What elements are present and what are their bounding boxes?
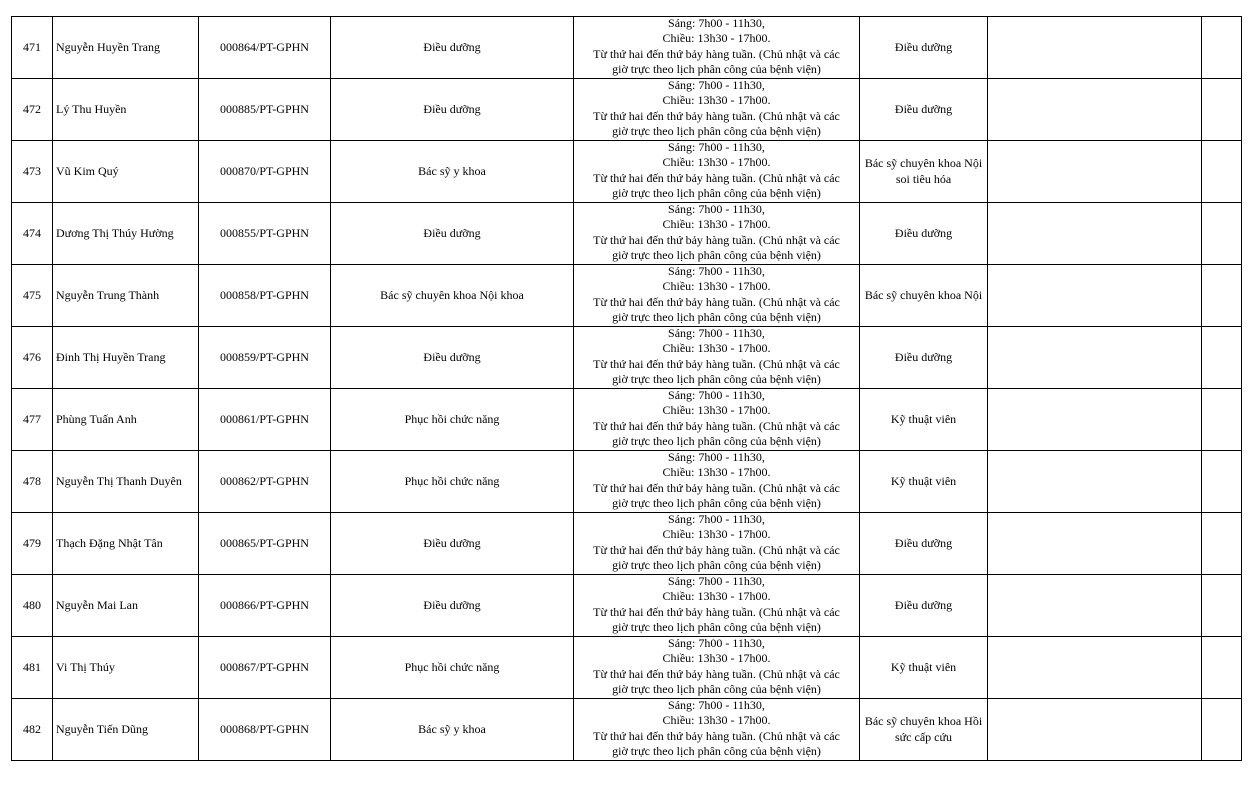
row-number-cell: 474 (12, 203, 53, 265)
working-time-line: Từ thứ hai đến thứ bảy hàng tuần. (Chủ nhật và các (593, 480, 840, 495)
row-number-cell: 482 (12, 699, 53, 761)
working-time-line: giờ trực theo lịch phân công của bệnh viện) (612, 620, 821, 635)
note-cell (988, 389, 1202, 451)
position-cell: Kỹ thuật viên (860, 451, 988, 513)
staff-name-cell: Nguyễn Thị Thanh Duyên (53, 451, 199, 513)
row-number-cell: 476 (12, 327, 53, 389)
table-row (12, 575, 1242, 637)
working-time-line: Chiều: 13h30 - 17h00. (662, 93, 771, 108)
position-cell: Điều dưỡng (860, 575, 988, 637)
working-time-text (574, 141, 859, 202)
certificate-number-cell: 000865/PT-GPHN (199, 513, 331, 575)
note-cell (988, 141, 1202, 203)
table-row (12, 389, 1242, 451)
working-time-text (574, 389, 859, 450)
note-cell (988, 575, 1202, 637)
staff-name-cell: Nguyễn Huyền Trang (53, 17, 199, 79)
working-time-line: Chiều: 13h30 - 17h00. (662, 403, 771, 418)
working-time-cell (574, 699, 860, 761)
working-time-cell (574, 389, 860, 451)
practice-scope-cell: Điều dưỡng (331, 513, 574, 575)
working-time-text (574, 513, 859, 574)
staff-name-cell: Vi Thị Thúy (53, 637, 199, 699)
practice-scope-cell: Bác sỹ y khoa (331, 141, 574, 203)
working-time-line: Từ thứ hai đến thứ bảy hàng tuần. (Chủ nhật và các (593, 46, 840, 61)
staff-name-cell: Nguyễn Tiến Dũng (53, 699, 199, 761)
working-time-line: Từ thứ hai đến thứ bảy hàng tuần. (Chủ nhật và các (593, 356, 840, 371)
practice-scope-cell: Điều dưỡng (331, 17, 574, 79)
note-cell (988, 637, 1202, 699)
note-cell (988, 451, 1202, 513)
working-time-line: Chiều: 13h30 - 17h00. (662, 713, 771, 728)
working-time-line: Chiều: 13h30 - 17h00. (662, 527, 771, 542)
working-time-cell (574, 327, 860, 389)
working-time-line: giờ trực theo lịch phân công của bệnh viện) (612, 434, 821, 449)
table-row (12, 141, 1242, 203)
working-time-line: Sáng: 7h00 - 11h30, (668, 202, 765, 216)
position-cell: Bác sỹ chuyên khoa Hồi sức cấp cứu (860, 699, 988, 761)
working-time-cell (574, 141, 860, 203)
working-time-line: Sáng: 7h00 - 11h30, (668, 264, 765, 278)
working-time-line: Sáng: 7h00 - 11h30, (668, 636, 765, 650)
working-time-line: Từ thứ hai đến thứ bảy hàng tuần. (Chủ nhật và các (593, 170, 840, 185)
working-time-line: giờ trực theo lịch phân công của bệnh viện) (612, 372, 821, 387)
table-row (12, 451, 1242, 513)
row-number-cell: 477 (12, 389, 53, 451)
extra-cell (1202, 327, 1242, 389)
certificate-number-cell: 000866/PT-GPHN (199, 575, 331, 637)
note-cell (988, 699, 1202, 761)
row-number-cell: 471 (12, 17, 53, 79)
certificate-number-cell: 000858/PT-GPHN (199, 265, 331, 327)
working-time-line: Từ thứ hai đến thứ bảy hàng tuần. (Chủ nhật và các (593, 666, 840, 681)
position-cell: Điều dưỡng (860, 203, 988, 265)
working-time-line: Từ thứ hai đến thứ bảy hàng tuần. (Chủ nhật và các (593, 542, 840, 557)
practice-scope-cell: Bác sỹ y khoa (331, 699, 574, 761)
position-cell: Điều dưỡng (860, 327, 988, 389)
working-time-text (574, 203, 859, 264)
working-time-line: giờ trực theo lịch phân công của bệnh viện) (612, 496, 821, 511)
working-time-line: Chiều: 13h30 - 17h00. (662, 465, 771, 480)
working-time-text (574, 265, 859, 326)
working-time-line: Chiều: 13h30 - 17h00. (662, 341, 771, 356)
staff-name-cell: Phùng Tuấn Anh (53, 389, 199, 451)
working-time-line: Từ thứ hai đến thứ bảy hàng tuần. (Chủ nhật và các (593, 232, 840, 247)
working-time-line: Sáng: 7h00 - 11h30, (668, 450, 765, 464)
working-time-text (574, 17, 859, 78)
working-time-line: Sáng: 7h00 - 11h30, (668, 78, 765, 92)
position-cell: Bác sỹ chuyên khoa Nội soi tiêu hóa (860, 141, 988, 203)
note-cell (988, 327, 1202, 389)
staff-name-cell: Đinh Thị Huyền Trang (53, 327, 199, 389)
staff-name-cell: Lý Thu Huyền (53, 79, 199, 141)
working-time-line: Sáng: 7h00 - 11h30, (668, 388, 765, 402)
practice-scope-cell: Phục hồi chức năng (331, 637, 574, 699)
working-time-line: Sáng: 7h00 - 11h30, (668, 698, 765, 712)
table-row (12, 327, 1242, 389)
working-time-line: Từ thứ hai đến thứ bảy hàng tuần. (Chủ nhật và các (593, 728, 840, 743)
note-cell (988, 79, 1202, 141)
note-cell (988, 203, 1202, 265)
working-time-text (574, 637, 859, 698)
working-time-line: Sáng: 7h00 - 11h30, (668, 140, 765, 154)
practice-scope-cell: Điều dưỡng (331, 203, 574, 265)
working-time-text (574, 327, 859, 388)
extra-cell (1202, 513, 1242, 575)
row-number-cell: 473 (12, 141, 53, 203)
extra-cell (1202, 389, 1242, 451)
practice-scope-cell: Điều dưỡng (331, 327, 574, 389)
position-cell: Bác sỹ chuyên khoa Nội (860, 265, 988, 327)
working-time-line: Chiều: 13h30 - 17h00. (662, 155, 771, 170)
certificate-number-cell: 000870/PT-GPHN (199, 141, 331, 203)
certificate-number-cell: 000855/PT-GPHN (199, 203, 331, 265)
working-time-line: giờ trực theo lịch phân công của bệnh viện) (612, 62, 821, 77)
staff-table-body (12, 17, 1242, 761)
extra-cell (1202, 141, 1242, 203)
extra-cell (1202, 637, 1242, 699)
working-time-line: Từ thứ hai đến thứ bảy hàng tuần. (Chủ nhật và các (593, 604, 840, 619)
table-row (12, 265, 1242, 327)
working-time-line: Sáng: 7h00 - 11h30, (668, 512, 765, 526)
certificate-number-cell: 000867/PT-GPHN (199, 637, 331, 699)
working-time-line: Từ thứ hai đến thứ bảy hàng tuần. (Chủ nhật và các (593, 418, 840, 433)
extra-cell (1202, 203, 1242, 265)
working-time-cell (574, 513, 860, 575)
working-time-cell (574, 79, 860, 141)
working-time-line: Chiều: 13h30 - 17h00. (662, 217, 771, 232)
row-number-cell: 479 (12, 513, 53, 575)
working-time-cell (574, 637, 860, 699)
practice-scope-cell: Bác sỹ chuyên khoa Nội khoa (331, 265, 574, 327)
working-time-line: Từ thứ hai đến thứ bảy hàng tuần. (Chủ nhật và các (593, 108, 840, 123)
certificate-number-cell: 000885/PT-GPHN (199, 79, 331, 141)
working-time-text (574, 79, 859, 140)
certificate-number-cell: 000859/PT-GPHN (199, 327, 331, 389)
staff-name-cell: Nguyễn Mai Lan (53, 575, 199, 637)
working-time-text (574, 699, 859, 760)
note-cell (988, 265, 1202, 327)
working-time-text (574, 575, 859, 636)
practice-scope-cell: Phục hồi chức năng (331, 389, 574, 451)
certificate-number-cell: 000868/PT-GPHN (199, 699, 331, 761)
working-time-line: giờ trực theo lịch phân công của bệnh viện) (612, 682, 821, 697)
table-row (12, 79, 1242, 141)
certificate-number-cell: 000862/PT-GPHN (199, 451, 331, 513)
table-row (12, 699, 1242, 761)
extra-cell (1202, 451, 1242, 513)
extra-cell (1202, 265, 1242, 327)
extra-cell (1202, 699, 1242, 761)
position-cell: Kỹ thuật viên (860, 389, 988, 451)
row-number-cell: 472 (12, 79, 53, 141)
table-row (12, 17, 1242, 79)
certificate-number-cell: 000864/PT-GPHN (199, 17, 331, 79)
staff-name-cell: Nguyễn Trung Thành (53, 265, 199, 327)
extra-cell (1202, 79, 1242, 141)
working-time-text (574, 451, 859, 512)
working-time-line: Chiều: 13h30 - 17h00. (662, 589, 771, 604)
position-cell: Kỹ thuật viên (860, 637, 988, 699)
staff-name-cell: Dương Thị Thúy Hường (53, 203, 199, 265)
working-time-cell (574, 265, 860, 327)
working-time-line: giờ trực theo lịch phân công của bệnh viện) (612, 744, 821, 759)
working-time-cell (574, 575, 860, 637)
row-number-cell: 475 (12, 265, 53, 327)
position-cell: Điều dưỡng (860, 79, 988, 141)
working-time-cell (574, 17, 860, 79)
practice-scope-cell: Phục hồi chức năng (331, 451, 574, 513)
working-time-line: Chiều: 13h30 - 17h00. (662, 279, 771, 294)
practice-scope-cell: Điều dưỡng (331, 575, 574, 637)
row-number-cell: 481 (12, 637, 53, 699)
table-row (12, 637, 1242, 699)
working-time-line: Sáng: 7h00 - 11h30, (668, 326, 765, 340)
working-time-line: giờ trực theo lịch phân công của bệnh viện) (612, 124, 821, 139)
row-number-cell: 480 (12, 575, 53, 637)
staff-table (11, 16, 1242, 761)
certificate-number-cell: 000861/PT-GPHN (199, 389, 331, 451)
working-time-line: Chiều: 13h30 - 17h00. (662, 31, 771, 46)
working-time-cell (574, 203, 860, 265)
table-row (12, 513, 1242, 575)
working-time-line: giờ trực theo lịch phân công của bệnh viện) (612, 248, 821, 263)
table-row (12, 203, 1242, 265)
working-time-line: giờ trực theo lịch phân công của bệnh viện) (612, 310, 821, 325)
working-time-line: Từ thứ hai đến thứ bảy hàng tuần. (Chủ nhật và các (593, 294, 840, 309)
position-cell: Điều dưỡng (860, 17, 988, 79)
working-time-cell (574, 451, 860, 513)
note-cell (988, 513, 1202, 575)
staff-name-cell: Vũ Kim Quý (53, 141, 199, 203)
working-time-line: giờ trực theo lịch phân công của bệnh viện) (612, 186, 821, 201)
staff-name-cell: Thạch Đặng Nhật Tân (53, 513, 199, 575)
position-cell: Điều dưỡng (860, 513, 988, 575)
note-cell (988, 17, 1202, 79)
row-number-cell: 478 (12, 451, 53, 513)
extra-cell (1202, 17, 1242, 79)
practice-scope-cell: Điều dưỡng (331, 79, 574, 141)
working-time-line: Sáng: 7h00 - 11h30, (668, 16, 765, 30)
working-time-line: Sáng: 7h00 - 11h30, (668, 574, 765, 588)
extra-cell (1202, 575, 1242, 637)
working-time-line: giờ trực theo lịch phân công của bệnh viện) (612, 558, 821, 573)
working-time-line: Chiều: 13h30 - 17h00. (662, 651, 771, 666)
